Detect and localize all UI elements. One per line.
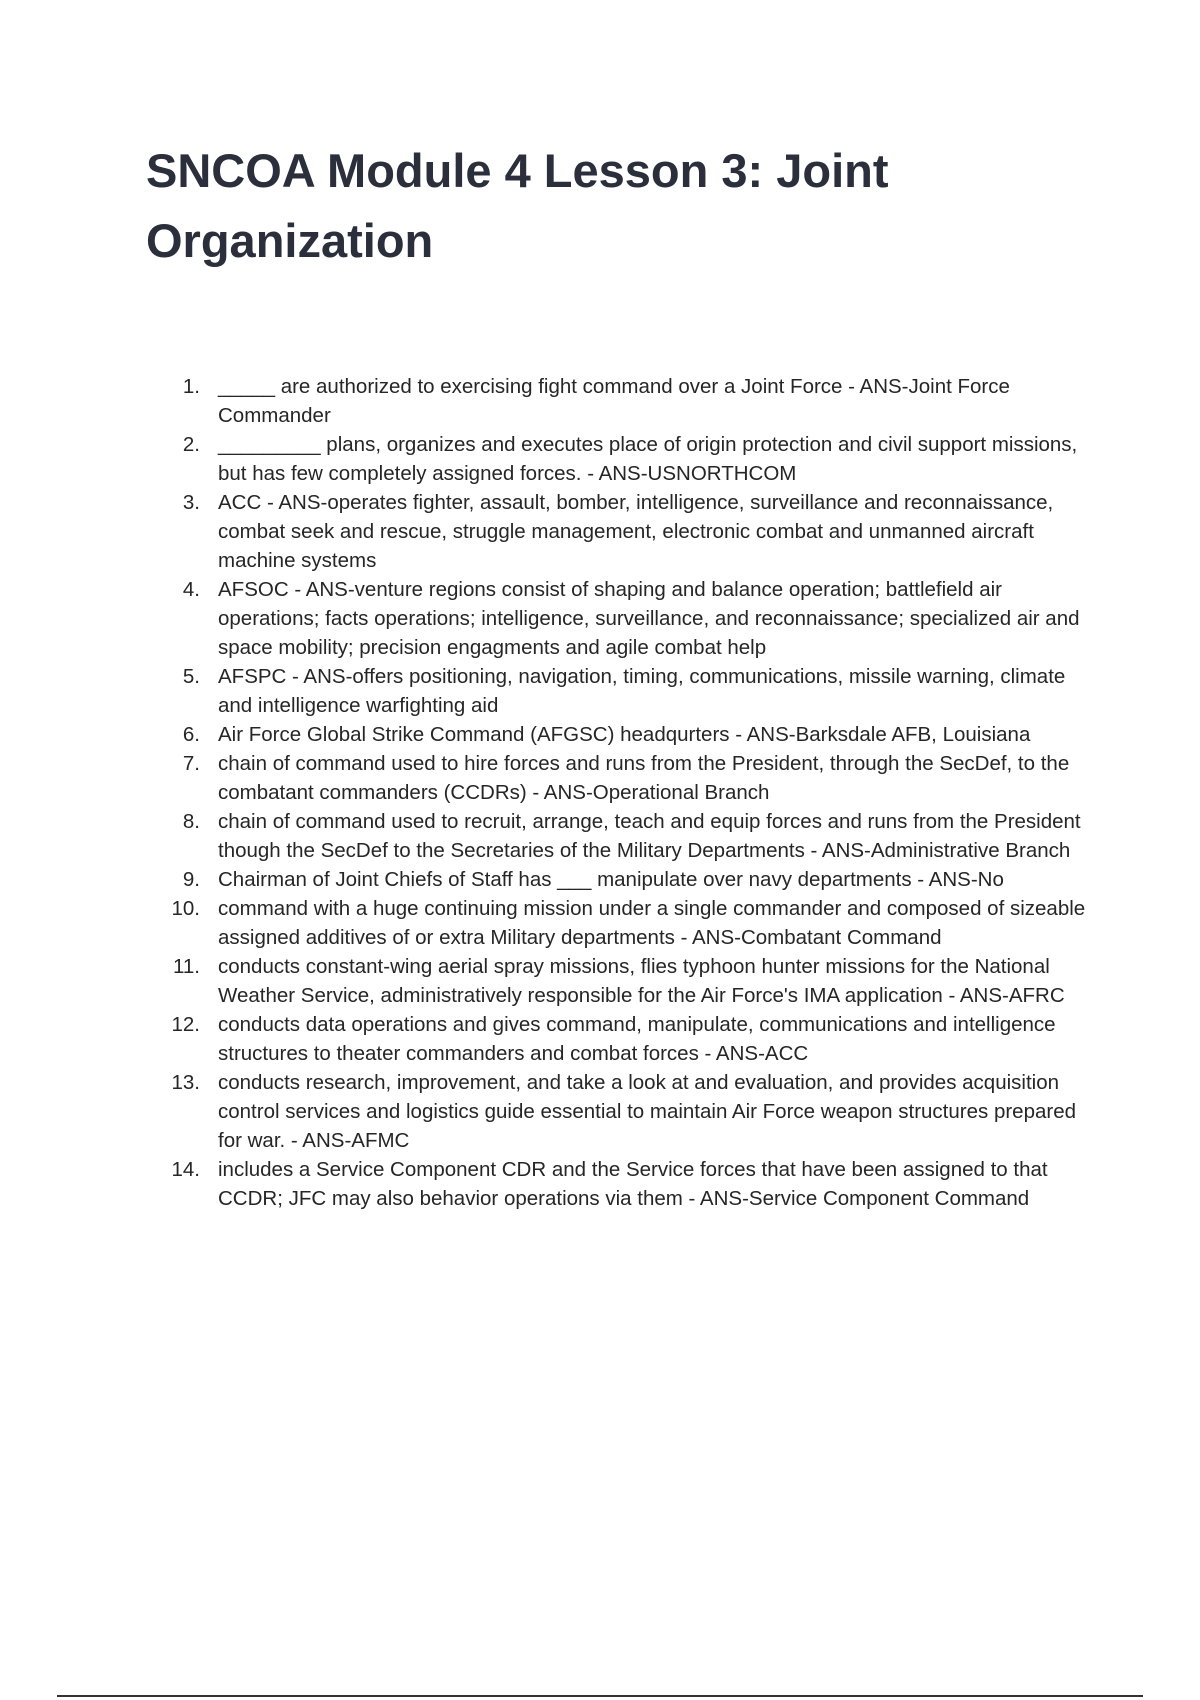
item-text: conducts constant-wing aerial spray missions, flies typhoon hunter missions for the National Weather Service, administratively responsible for the Air Force's IMA application - ANS-AFRC xyxy=(218,955,1065,1007)
item-text: conducts data operations and gives command, manipulate, communications and intelligence structures to theater commanders and combat forces - ANS-ACC xyxy=(218,1013,1056,1065)
item-number: 7. xyxy=(182,752,200,775)
item-number: 6. xyxy=(182,723,200,746)
item-text: chain of command used to recruit, arrange, teach and equip forces and runs from the President though the SecDef to the Secretaries of the Military Departments - ANS-Administrative Branch xyxy=(218,810,1081,862)
list-item xyxy=(146,749,1086,807)
item-number: 10. xyxy=(171,897,200,920)
list-item xyxy=(146,1010,1086,1068)
list-item xyxy=(146,575,1086,662)
item-text: Chairman of Joint Chiefs of Staff has ___ manipulate over navy departments - ANS-No xyxy=(218,868,1004,891)
item-text: AFSOC - ANS-venture regions consist of shaping and balance operation; battlefield air operations; facts operations; intelligence, surveillance, and reconnaissance; specialized air and space mobility; precision engagments and agile combat help xyxy=(218,578,1080,659)
list-item xyxy=(146,894,1086,952)
item-text: AFSPC - ANS-offers positioning, navigation, timing, communications, missile warning, climate and intelligence warfighting aid xyxy=(218,665,1066,717)
item-number: 8. xyxy=(182,810,200,833)
list-item xyxy=(146,662,1086,720)
list-item xyxy=(146,1155,1086,1213)
item-text: Air Force Global Strike Command (AFGSC) headqurters - ANS-Barksdale AFB, Louisiana xyxy=(218,723,1031,746)
list-item xyxy=(146,720,1086,749)
item-text: conducts research, improvement, and take a look at and evaluation, and provides acquisition control services and logistics guide essential to maintain Air Force weapon structures prepared for war. - ANS-AFMC xyxy=(218,1071,1077,1152)
item-number: 13. xyxy=(171,1071,200,1094)
item-number: 2. xyxy=(182,433,200,456)
item-text: command with a huge continuing mission under a single commander and composed of sizeable assigned additives of or extra Military departments - ANS-Combatant Command xyxy=(218,897,1086,949)
item-text: _________ plans, organizes and executes place of origin protection and civil support missions, but has few completely assigned forces. - ANS-USNORTHCOM xyxy=(218,433,1078,485)
item-number: 5. xyxy=(182,665,200,688)
item-number: 3. xyxy=(182,491,200,514)
list-item xyxy=(146,488,1086,575)
list-item xyxy=(146,430,1086,488)
item-number: 4. xyxy=(182,578,200,601)
page-title: SNCOA Module 4 Lesson 3: Joint Organization xyxy=(146,144,889,267)
list-item xyxy=(146,372,1086,430)
footer-divider xyxy=(57,1695,1143,1697)
item-number: 12. xyxy=(171,1013,200,1036)
list-item xyxy=(146,865,1086,894)
item-number: 1. xyxy=(182,375,200,398)
item-number: 9. xyxy=(182,868,200,891)
item-text: chain of command used to hire forces and runs from the President, through the SecDef, to the combatant commanders (CCDRs) - ANS-Operational Branch xyxy=(218,752,1070,804)
list-item xyxy=(146,952,1086,1010)
item-text: _____ are authorized to exercising fight command over a Joint Force - ANS-Joint Force Commander xyxy=(218,375,1010,427)
item-number: 11. xyxy=(173,955,200,978)
item-number: 14. xyxy=(171,1158,200,1181)
item-text: ACC - ANS-operates fighter, assault, bomber, intelligence, surveillance and reconnaissance, combat seek and rescue, struggle management, electronic combat and unmanned aircraft machine systems xyxy=(218,491,1054,572)
list-item xyxy=(146,807,1086,865)
list-item xyxy=(146,1068,1086,1155)
item-text: includes a Service Component CDR and the Service forces that have been assigned to that CCDR; JFC may also behavior operations via them - ANS-Service Component Command xyxy=(218,1158,1048,1210)
question-list xyxy=(146,372,1086,1213)
